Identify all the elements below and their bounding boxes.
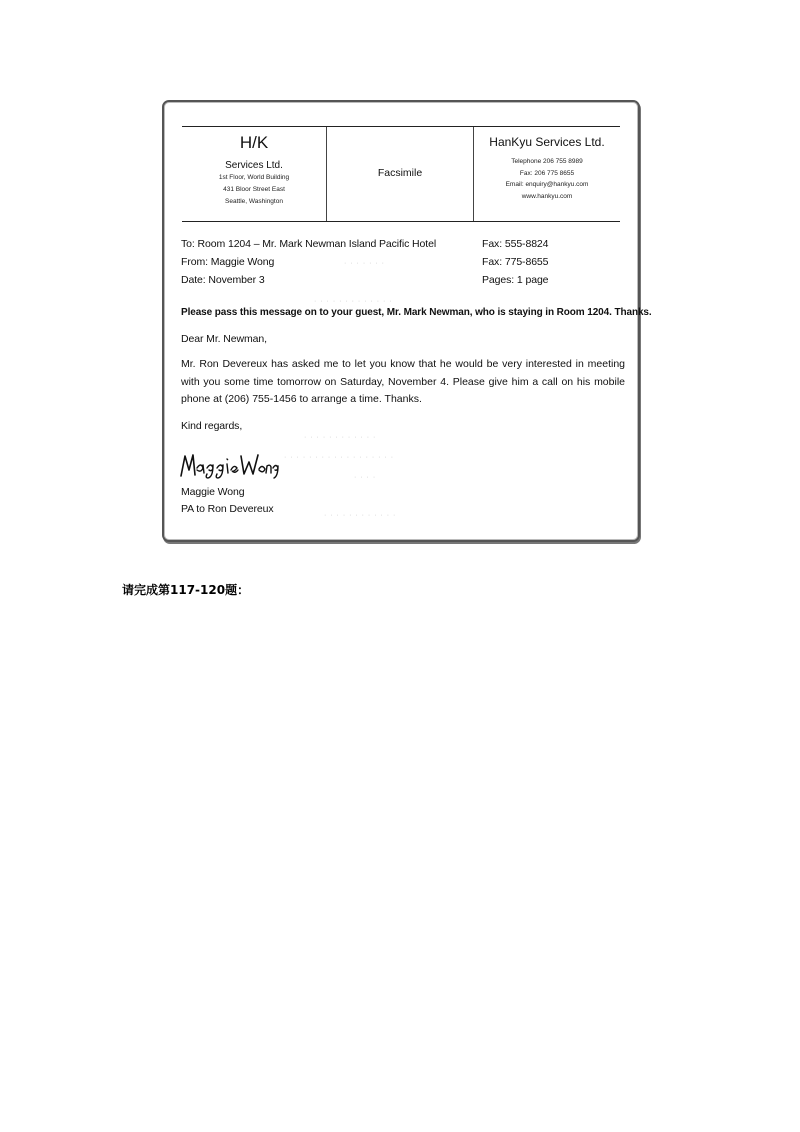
contact-telephone: Telephone 206 755 8989 [511,158,583,165]
scan-noise: · · · · · · · · · · · · [304,434,377,441]
sender-name: Maggie Wong [181,486,245,498]
to-line: To: Room 1204 – Mr. Mark Newman Island Pacific Hotel [181,238,437,250]
scan-noise: · · · · [354,474,377,481]
from-line: From: Maggie Wong [181,256,275,268]
fax-header [182,126,620,222]
contact-email: Email: enquiry@hankyu.com [505,181,589,188]
scan-noise: · · · · · · · · · · · · · [314,298,393,305]
contact-company-name: HanKyu Services Ltd. [489,135,605,149]
company-contact-block [474,134,620,202]
handwritten-signature [179,450,279,480]
message-body: Mr. Ron Devereux has asked me to let you know that he would be very interested in meeting with you some time tomorrow on Saturday, November 4. Please give him a call on his mobile phone at (206) 755-1456 to arrange a time. Thanks. [181,358,625,405]
facsimile-title: Facsimile [377,167,423,179]
pass-message-notice: Please pass this message on to your guest, Mr. Mark Newman, who is staying in Room 1204. Thanks. [181,307,652,318]
pages-line: Pages: 1 page [482,274,549,286]
sender-title: PA to Ron Devereux [181,503,274,515]
scan-noise: · · · · · · · · · · · · [324,512,397,519]
sender-fax-line: Fax: 775-8655 [482,256,549,268]
address-line-3: Seattle, Washington [225,198,283,205]
scan-noise: · · · · · · · · · · · · · · · · · · [284,454,395,461]
scan-noise: · · · · · · · [344,260,385,267]
address-line-1: 1st Floor, World Building [218,174,290,181]
closing: Kind regards, [181,420,243,432]
contact-fax: Fax: 206 775 8655 [519,169,575,177]
salutation: Dear Mr. Newman, [181,333,267,345]
contact-website: www.hankyu.com [521,192,573,200]
company-logo-text: H/K [239,133,269,152]
sender-company-block [182,133,326,208]
company-name: Services Ltd. [225,160,283,171]
question-prompt: 请完成第117-120题： [122,583,250,597]
address-line-2: 431 Bloor Street East [223,186,285,193]
date-line: Date: November 3 [181,274,265,286]
fax-document [162,100,652,542]
recipient-fax-line: Fax: 555-8824 [482,238,549,250]
